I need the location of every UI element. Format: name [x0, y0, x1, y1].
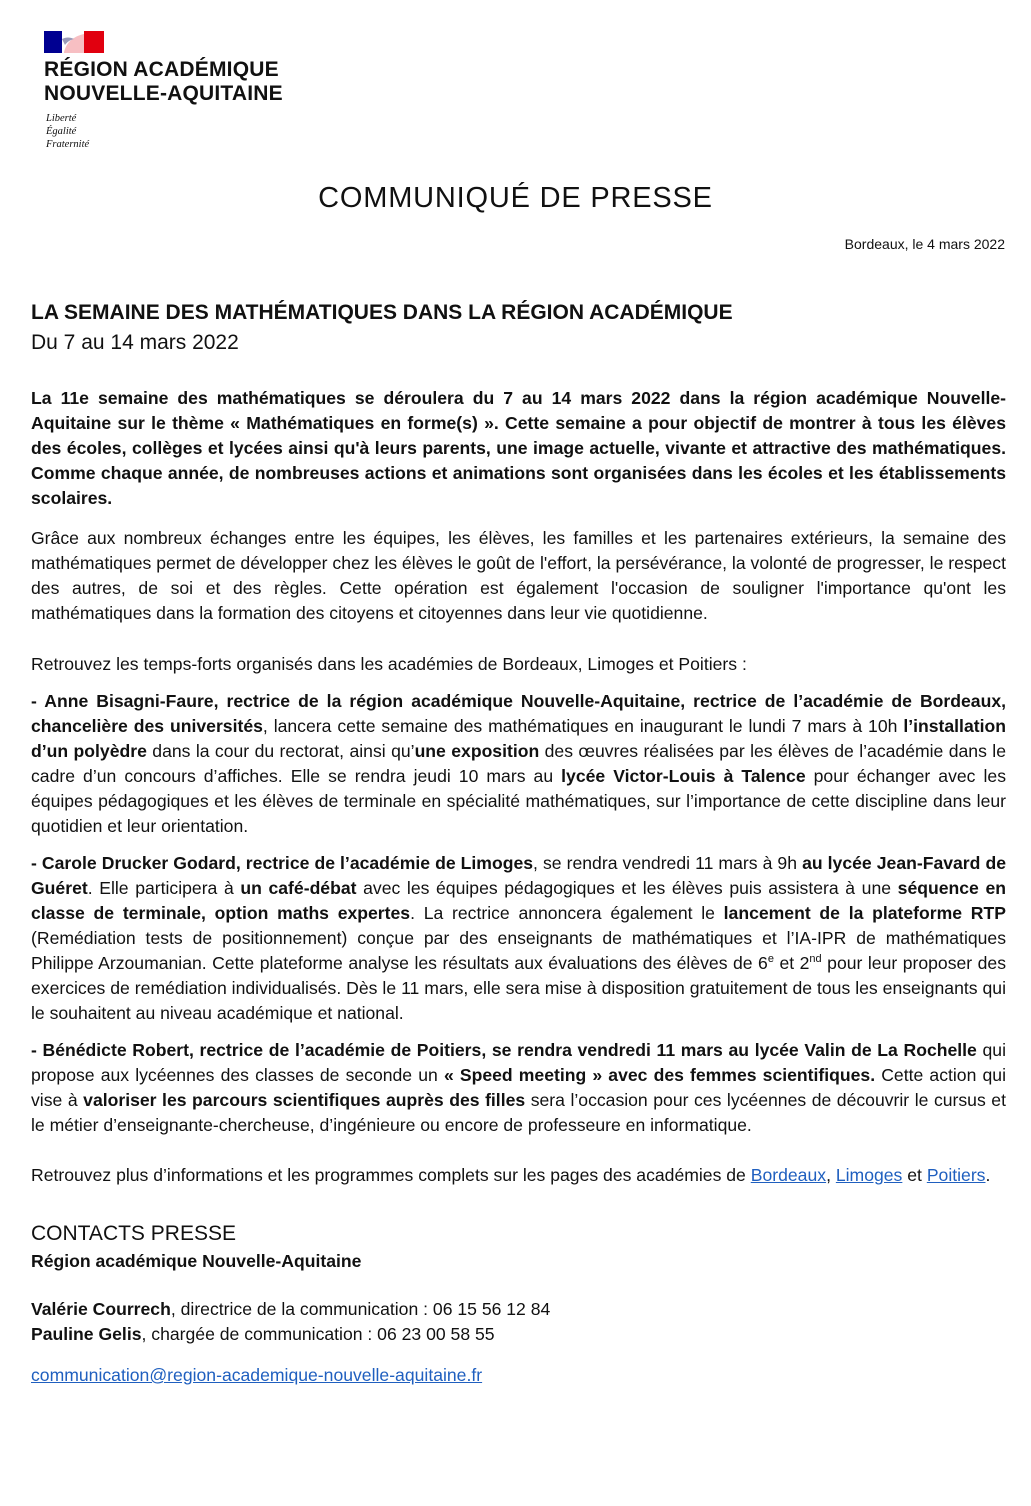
contact-details: , directrice de la communication : 06 15 56 12 84 [170, 1299, 551, 1319]
republic-motto [46, 112, 89, 151]
contact-item [31, 1297, 1006, 1322]
date-line: Bordeaux, le 4 mars 2022 [844, 236, 1005, 252]
text: et [902, 1165, 927, 1185]
motto-fraternite: Fraternité [46, 139, 90, 150]
text: avec les équipes pédagogiques et les élèves puis assistera à une [356, 878, 898, 898]
contact-item [31, 1322, 1006, 1347]
press-release-subtitle: Du 7 au 14 mars 2022 [31, 331, 239, 354]
bold-text: lycée Victor-Louis à Talence [561, 766, 806, 786]
document-type-heading: COMMUNIQUÉ DE PRESSE [318, 182, 713, 214]
text: . [985, 1165, 991, 1185]
more-info-paragraph [31, 1163, 1006, 1188]
link-limoges[interactable]: Limoges [835, 1165, 903, 1185]
motto-egalite: Égalité [46, 126, 77, 137]
main-content [31, 300, 1006, 1388]
text: , lancera cette semaine des mathématiques en inaugurant le lundi 7 mars à 10h [262, 716, 904, 736]
superscript: e [767, 953, 774, 966]
bold-text: « Speed meeting » avec des femmes scientifiques. [443, 1065, 876, 1085]
text: . La rectrice annoncera également le [410, 903, 724, 923]
contact-details: , chargée de communication : 06 23 00 58 55 [141, 1324, 495, 1344]
text: . Elle participera à [87, 878, 241, 898]
highlight-limoges [31, 851, 1006, 1026]
institution-name [44, 58, 283, 106]
contacts-list [31, 1297, 1006, 1347]
contacts-heading: CONTACTS PRESSE [31, 1222, 236, 1245]
text: et 2 [773, 953, 810, 973]
text: qui propose aux lycéennes des classes de seconde un [31, 1040, 1006, 1085]
bold-text: lancement de la plateforme RTP [723, 903, 1006, 923]
marianne-flag-logo [44, 31, 104, 53]
text: des œuvres réalisées par les élèves de l’académie dans le cadre d’un concours d’affiches. Elle se rendra jeudi 10 mars au [31, 741, 1006, 786]
text: pour leur proposer des exercices de remédiation individualisés. Dès le 11 mars, elle sera mise à disposition gratuitement de tous les enseignants qui le souhaitent au niveau académique et national. [31, 953, 1006, 1023]
contact-email-link[interactable]: communication@region-academique-nouvelle-aquitaine.fr [31, 1365, 483, 1385]
text: pour échanger avec les équipes pédagogiques et les élèves de terminale en spécialité mathématiques, sur l’importance de cette discipline dans leur quotidien et leur orientation. [31, 766, 1006, 836]
text: (Remédiation tests de positionnement) conçue par des enseignants de mathématiques et l’IA-IPR de mathématiques Philippe Arzoumanian. Cette plateforme analyse les résultats aux évaluations des élèves de 6 [31, 928, 1006, 973]
contacts-organization: Région académique Nouvelle-Aquitaine [31, 1251, 362, 1271]
motto-liberte: Liberté [46, 113, 77, 124]
contact-name: Valérie Courrech [31, 1299, 171, 1319]
highlights-intro: Retrouvez les temps-forts organisés dans les académies de Bordeaux, Limoges et Poitiers : [31, 654, 747, 674]
bold-text: - Carole Drucker Godard, rectrice de l’académie de Limoges [31, 853, 534, 873]
bold-text: une exposition [414, 741, 540, 761]
bold-text: valoriser les parcours scientifiques auprès des filles [83, 1090, 526, 1110]
superscript: nd [809, 953, 822, 966]
bold-text: l’installation d’un polyèdre [31, 716, 1006, 761]
link-poitiers[interactable]: Poitiers [926, 1165, 986, 1185]
text: , se rendra vendredi 11 mars à 9h [533, 853, 803, 873]
text: dans la cour du rectorat, ainsi qu’ [146, 741, 415, 761]
bold-text: - Anne Bisagni-Faure, rectrice de la région académique Nouvelle-Aquitaine, rectrice de l’académie de Bordeaux, chancelière des universités [31, 691, 1006, 736]
institution-line-1: RÉGION ACADÉMIQUE [44, 58, 279, 81]
text: Retrouvez plus d’informations et les programmes complets sur les pages des académies de [31, 1165, 751, 1185]
intro-paragraph: Grâce aux nombreux échanges entre les équipes, les élèves, les familles et les partenaires extérieurs, la semaine des mathématiques permet de développer chez les élèves le goût de l'effort, la persévérance, la volonté de progresser, le respect des autres, de soi et des règles. Cette opération est également l'occasion de souligner l'importance qu'ont les mathématiques dans la formation des citoyens et citoyennes dans leur vie quotidienne. [31, 528, 1006, 623]
text: , [826, 1165, 836, 1185]
lead-paragraph: La 11e semaine des mathématiques se déroulera du 7 au 14 mars 2022 dans la région académique Nouvelle-Aquitaine sur le thème « Mathématiques en forme(s) ». Cette semaine a pour objectif de montrer à tous les élèves des écoles, collèges et lycées ainsi qu'à leurs parents, une image actuelle, vivante et attractive des mathématiques. Comme chaque année, de nombreuses actions et animations sont organisées dans les écoles et les établissements scolaires. [31, 388, 1006, 508]
highlight-poitiers [31, 1038, 1006, 1138]
institution-line-2: NOUVELLE-AQUITAINE [44, 82, 283, 105]
contact-email-line [31, 1363, 1006, 1388]
bold-text: un café-débat [240, 878, 357, 898]
bold-text: - Bénédicte Robert, rectrice de l’académie de Poitiers, se rendra vendredi 11 mars au lycée Valin de La Rochelle [31, 1040, 977, 1060]
highlight-bordeaux [31, 689, 1006, 839]
bold-text: au lycée Jean-Favard de Guéret [31, 853, 1006, 898]
text: Cette action qui vise à [31, 1065, 1006, 1110]
text: sera l’occasion pour ces lycéennes de découvrir le cursus et le métier d’enseignante-chercheuse, d’ingénieure ou encore de professeure en informatique. [31, 1090, 1006, 1135]
link-bordeaux[interactable]: Bordeaux [750, 1165, 827, 1185]
contact-name: Pauline Gelis [31, 1324, 142, 1344]
bold-text: séquence en classe de terminale, option maths expertes [31, 878, 1006, 923]
press-release-title: LA SEMAINE DES MATHÉMATIQUES DANS LA RÉGION ACADÉMIQUE [31, 301, 733, 324]
